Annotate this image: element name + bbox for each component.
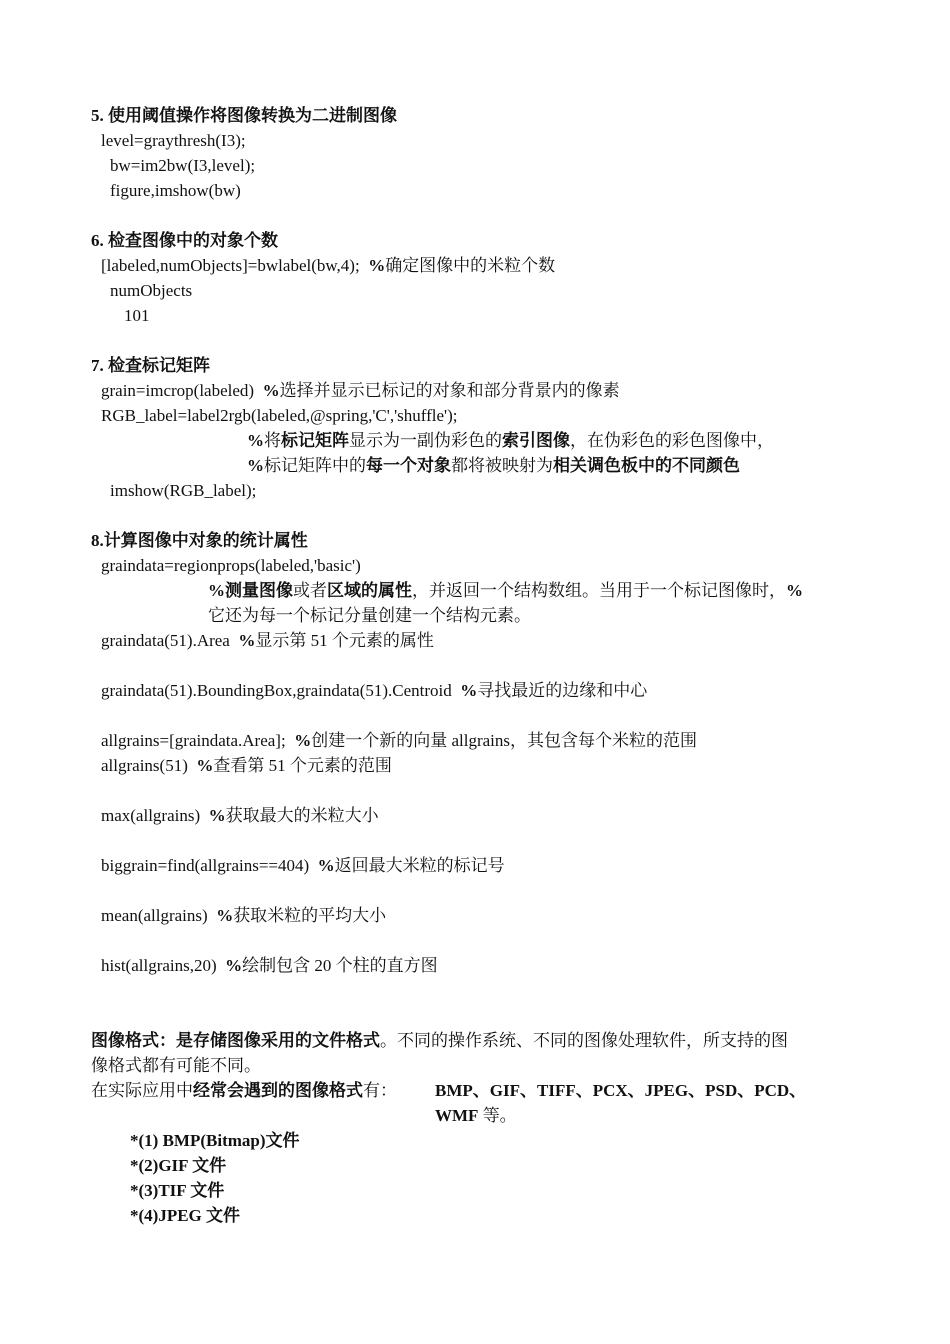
comment-text: 或者 xyxy=(293,581,327,600)
comment-text: 将 xyxy=(264,431,281,450)
comment-marker: % xyxy=(368,256,386,275)
comment-bold: 相关调色板中的不同颜色 xyxy=(553,456,740,475)
comment-marker: % xyxy=(294,731,312,750)
paragraph-line: 像格式都有可能不同。 xyxy=(91,1056,261,1075)
paragraph-bold: 图像格式：是存储图像采用的文件格式 xyxy=(91,1031,380,1050)
code-text: graindata(51).BoundingBox,graindata(51).Centroid xyxy=(101,681,452,700)
code-text: biggrain=find(allgrains==404) xyxy=(101,856,310,875)
comment-marker: % xyxy=(208,806,226,825)
comment-marker: % xyxy=(317,856,335,875)
code-line xyxy=(101,753,392,778)
section6-heading: 6. 检查图像中的对象个数 xyxy=(91,231,278,250)
comment-marker: % xyxy=(208,581,225,600)
comment-marker: % xyxy=(460,681,478,700)
code-line xyxy=(101,953,438,978)
code-line xyxy=(101,728,697,753)
code-line: figure,imshow(bw) xyxy=(110,181,241,200)
code-line xyxy=(101,803,379,828)
comment-text: 确定图像中的米粒个数 xyxy=(385,256,556,275)
paragraph-text: 有： xyxy=(363,1081,397,1100)
code-line: graindata=regionprops(labeled,'basic') xyxy=(101,556,361,575)
code-text: mean(allgrains) xyxy=(101,906,208,925)
code-line xyxy=(101,253,555,278)
comment-bold: 测量图像 xyxy=(225,581,293,600)
comment-bold: 标记矩阵 xyxy=(281,431,349,450)
comment-marker: % xyxy=(247,456,264,475)
code-text: grain=imcrop(labeled) xyxy=(101,381,255,400)
comment-marker: % xyxy=(247,431,264,450)
paragraph-text: 。不同的操作系统、不同的图像处理软件，所支持的图 xyxy=(380,1031,788,1050)
section8-heading: 8.计算图像中对象的统计属性 xyxy=(91,531,308,550)
code-text: [labeled,numObjects]=bwlabel(bw,4); xyxy=(101,256,360,275)
list-item: *(4)JPEG 文件 xyxy=(130,1206,241,1225)
comment-bold: 每一个对象 xyxy=(366,456,451,475)
comment-text: 返回最大米粒的标记号 xyxy=(334,856,505,875)
section7-heading: 7. 检查标记矩阵 xyxy=(91,356,210,375)
comment-text: ，在伪彩色的彩色图像中， xyxy=(570,431,774,450)
format-list: BMP、GIF、TIFF、PCX、JPEG、PSD、PCD、 xyxy=(435,1081,807,1100)
comment-text: 绘制包含 20 个柱的直方图 xyxy=(242,956,438,975)
code-text: allgrains=[graindata.Area]; xyxy=(101,731,286,750)
comment-marker: % xyxy=(216,906,234,925)
code-line: RGB_label=label2rgb(labeled,@spring,'C','shuffle'); xyxy=(101,406,458,425)
comment-text: 获取米粒的平均大小 xyxy=(233,906,387,925)
code-line xyxy=(101,378,620,403)
section5-heading: 5. 使用阈值操作将图像转换为二进制图像 xyxy=(91,106,397,125)
code-line: imshow(RGB_label); xyxy=(110,481,257,500)
code-line: bw=im2bw(I3,level); xyxy=(110,156,256,175)
paragraph-line xyxy=(91,1028,788,1053)
paragraph-bold: 经常会遇到的图像格式 xyxy=(193,1081,363,1100)
comment-text: 获取最大的米粒大小 xyxy=(225,806,379,825)
comment-marker: % xyxy=(196,756,214,775)
code-line: level=graythresh(I3); xyxy=(101,131,246,150)
code-text: max(allgrains) xyxy=(101,806,201,825)
code-text: hist(allgrains,20) xyxy=(101,956,217,975)
code-line xyxy=(101,628,434,653)
comment-text: 查看第 51 个元素的范围 xyxy=(213,756,392,775)
comment-text: ，并返回一个结构数组。当用于一个标记图像时， xyxy=(412,581,786,600)
comment-text: 标记矩阵中的 xyxy=(264,456,366,475)
format-name: WMF xyxy=(435,1106,479,1125)
comment-marker: % xyxy=(786,581,803,600)
paragraph-line xyxy=(91,1078,397,1103)
comment-bold: 索引图像 xyxy=(502,431,570,450)
list-item: *(2)GIF 文件 xyxy=(130,1156,227,1175)
format-list xyxy=(435,1103,517,1128)
list-item: *(1) BMP(Bitmap)文件 xyxy=(130,1131,300,1150)
comment-text: 创建一个新的向量 allgrains，其包含每个米粒的范围 xyxy=(311,731,697,750)
comment-marker: % xyxy=(238,631,256,650)
output-value: 101 xyxy=(124,306,150,325)
list-item: *(3)TIF 文件 xyxy=(130,1181,225,1200)
code-line: numObjects xyxy=(110,281,193,300)
comment-text: 显示第 51 个元素的属性 xyxy=(255,631,434,650)
comment-line xyxy=(247,428,774,453)
code-line xyxy=(101,903,386,928)
comment-line: 它还为每一个标记分量创建一个结构元素。 xyxy=(208,606,531,625)
comment-marker: % xyxy=(262,381,280,400)
paragraph-text: 等。 xyxy=(478,1106,517,1125)
comment-text: 都将被映射为 xyxy=(451,456,553,475)
comment-line xyxy=(247,453,740,478)
comment-text: 选择并显示已标记的对象和部分背景内的像素 xyxy=(279,381,620,400)
comment-text: 寻找最近的边缘和中心 xyxy=(477,681,648,700)
code-text: allgrains(51) xyxy=(101,756,188,775)
code-line xyxy=(101,678,647,703)
paragraph-text: 在实际应用中 xyxy=(91,1081,193,1100)
comment-bold: 区域的属性 xyxy=(327,581,412,600)
code-text: graindata(51).Area xyxy=(101,631,230,650)
code-line xyxy=(101,853,505,878)
comment-marker: % xyxy=(225,956,243,975)
comment-line xyxy=(208,578,803,603)
comment-text: 显示为一副伪彩色的 xyxy=(349,431,502,450)
